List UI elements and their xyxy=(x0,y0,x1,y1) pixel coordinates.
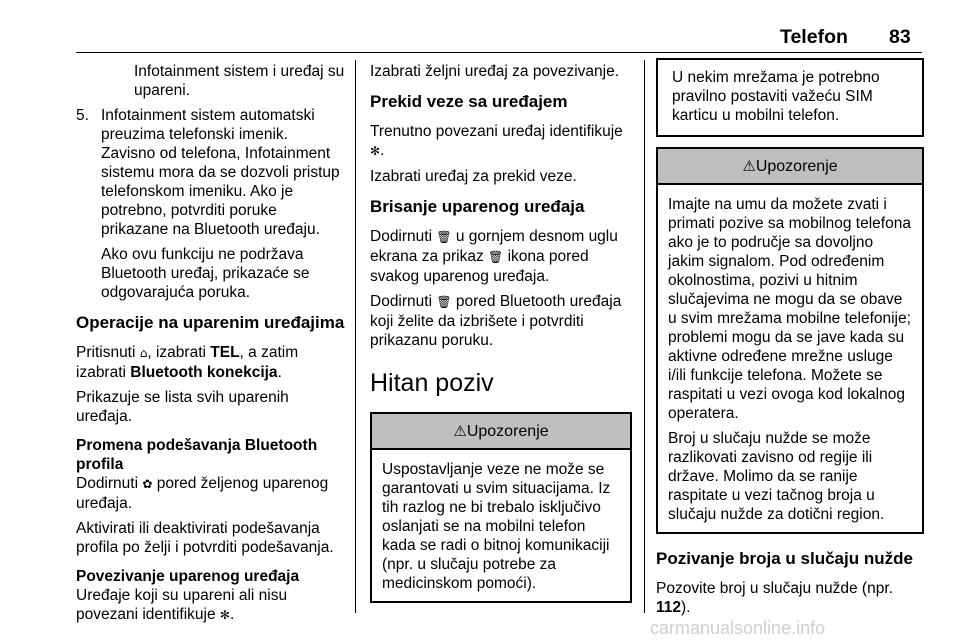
select-device-text: Izabrati željni uređaj za povezivanje. xyxy=(370,63,619,80)
column-middle xyxy=(370,62,632,603)
heading-emergency-call: Hitan poziv xyxy=(370,369,494,397)
bluetooth-connection-label: Bluetooth konekcija xyxy=(130,364,278,381)
step-5-note: Ako ovu funkciju ne podržava Bluetooth uređaj, prikazaće se odgovarajuća poruka. xyxy=(101,246,310,301)
step-5 xyxy=(76,106,346,239)
warning-text: Uspostavljanje veze ne može se garantovati u svim situacijama. Iz tih razlog ne bi trebalo isključivo oslanjati se na mobilni telefon kada se radi o bitnoj komunikaciji (npr. u slučaju potrebe za medicinskom pomoći). xyxy=(382,461,611,592)
warning-header xyxy=(658,149,922,185)
warning-title: Upozorenje xyxy=(755,158,838,175)
step-5-text: Infotainment sistem automatski preuzima telefonski imenik. Zavisno od telefona, Infotainment sistemu mora da se dozvoli pristup telefonskom imeniku. Ako je potrebno, potvrditi poruke prikazane na Bluetooth uređaju. xyxy=(101,107,340,238)
step-number: 5. xyxy=(76,107,89,124)
section-title: Telefon xyxy=(780,26,848,48)
trash-icon: 🗑 xyxy=(488,250,504,264)
page-number: 83 xyxy=(889,26,911,48)
connect-paragraph: Uređaje koji su upareni ali nisu povezani identifikuje ✻. xyxy=(76,587,288,623)
bluetooth-connected-icon: ✻ xyxy=(370,144,381,158)
warning-paragraph-2: Broj u slučaju nužde se može razlikovati zavisno od regije ili države. Molimo da se ranije raspitate u vezi tačnog broja u slučaju nužde za dotični region. xyxy=(668,430,885,523)
gear-icon: ✿ xyxy=(142,477,153,491)
delete-paragraph-1: Dodirnuti 🗑 u gornjem desnom uglu ekrana za prikaz 🗑 ikona pored svakog uparenog uređaja. xyxy=(370,228,618,285)
settings-paragraph-1: Dodirnuti ✿ pored željenog uparenog uređaja. xyxy=(76,475,329,512)
warning-icon: ⚠ xyxy=(742,157,756,175)
warning-box xyxy=(370,412,632,603)
continued-step-text: Infotainment sistem i uređaj su upareni. xyxy=(134,63,345,99)
emergency-number-paragraph: Pozovite broj u slučaju nužde (npr. 112). xyxy=(656,580,893,616)
ops-paragraph-2: Prikazuje se lista svih uparenih uređaja. xyxy=(76,389,289,425)
warning-paragraph-1: Imajte na umu da možete zvati i primati pozive sa mobilnog telefona ako je to područje sa dovoljno jakim signalom. Pod određenim okolnostima, pozivi u hitnim slučajevima ne mogu da se obave u svim mrežama mobilne telefonije; problemi mogu da se jave kada su aktivne određene mrežne usluge i/ili funkcije telefona. Možete se raspitati u vezi ovoga kod lokalnog operatera. xyxy=(668,196,911,422)
subheading-profile-settings: Promena podešavanja Bluetooth profila xyxy=(76,437,318,473)
warning-body xyxy=(372,450,630,601)
tel-label: TEL xyxy=(210,344,240,361)
bluetooth-icon: ✻ xyxy=(219,608,230,622)
trash-icon: 🗑 xyxy=(436,230,452,244)
warning-icon: ⚠ xyxy=(453,422,467,440)
page-header xyxy=(0,0,960,50)
column-left xyxy=(76,62,346,631)
watermark: carmanualsonline.info xyxy=(650,618,826,638)
home-icon: ⌂ xyxy=(139,346,148,360)
heading-delete-device: Brisanje uparenog uređaja xyxy=(370,197,585,216)
note-box xyxy=(656,58,924,137)
ops-paragraph-1: Pritisnuti ⌂, izabrati TEL, a zatim izabrati Bluetooth konekcija. xyxy=(76,344,299,381)
warning-box xyxy=(656,147,924,534)
note-text: U nekim mrežama je potrebno pravilno postaviti važeću SIM karticu u mobilni telefon. xyxy=(672,69,880,124)
trash-icon: 🗑 xyxy=(436,295,452,309)
warning-body xyxy=(658,185,922,532)
heading-emergency-number: Pozivanje broja u slučaju nužde xyxy=(656,549,913,568)
settings-paragraph-2: Aktivirati ili deaktivirati podešavanja profila po želji i potvrditi podešavanja. xyxy=(76,520,334,556)
disconnect-paragraph-2: Izabrati uređaj za prekid veze. xyxy=(370,168,577,185)
header-rule xyxy=(76,52,922,53)
heading-paired-operations: Operacije na uparenim uređajima xyxy=(76,313,345,332)
subheading-connect-device: Povezivanje uparenog uređaja xyxy=(76,568,300,585)
column-divider-2 xyxy=(644,60,645,613)
warning-title: Upozorenje xyxy=(466,423,549,440)
column-divider-1 xyxy=(355,60,356,613)
emergency-number: 112 xyxy=(656,599,682,616)
delete-paragraph-2: Dodirnuti 🗑 pored Bluetooth uređaja koji želite da izbrišete i potvrditi prikazanu poruku. xyxy=(370,293,622,349)
column-right xyxy=(656,62,924,623)
disconnect-paragraph-1: Trenutno povezani uređaj identifikuje ✻. xyxy=(370,123,623,159)
heading-disconnect: Prekid veze sa uređajem xyxy=(370,92,568,111)
warning-header xyxy=(372,414,630,450)
